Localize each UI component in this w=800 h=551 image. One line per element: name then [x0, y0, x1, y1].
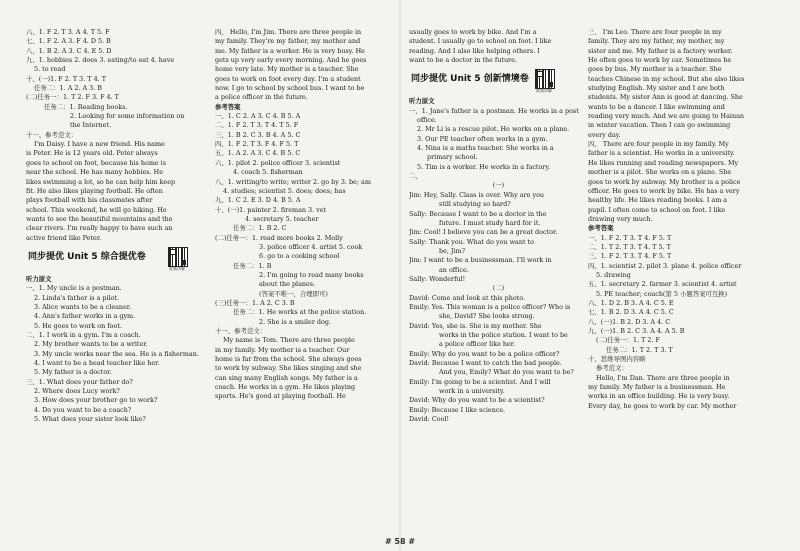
qr-caption: 视频讲解	[169, 265, 185, 271]
text-line: (二)任务一：1. T 2. F	[596, 336, 660, 345]
text-line: 4. I want to be a head teacher like her.	[34, 359, 160, 367]
text-line: 3. How does your brother go to work?	[34, 396, 158, 405]
text-line: 3. Alice wants to be a cleaner.	[34, 302, 132, 311]
text-line: a police officer in the future.	[215, 93, 308, 102]
text-line: now. I go to school by school bus. I want to be	[215, 84, 365, 93]
text-line: want to be a doctor in the future.	[409, 56, 517, 65]
column-4	[588, 28, 778, 411]
text-line: 5. My father is a doctor.	[34, 368, 112, 377]
page-number: # 58 #	[384, 537, 416, 546]
text-line: 六、1. pilot 2. police officer 3. scientist	[215, 158, 341, 167]
page-gutter	[399, 0, 401, 551]
text-line: 二、	[409, 172, 422, 181]
text-line: 2. She is a smiler dog.	[259, 317, 331, 326]
text-line: father is a scientist. He works in a university.	[588, 149, 735, 158]
text-line: gets up very early every morning. And he goes	[215, 56, 367, 65]
text-line: every day.	[588, 130, 621, 139]
text-line: 六、1. F 2. T 3. A 4. T 5. F	[26, 28, 110, 36]
text-line: 六、1. D 2. B 3. A 4. C 5. E	[588, 298, 674, 307]
text-line: teaches Chinese in my school. But she also likes	[588, 74, 745, 83]
text-line: 九、(一)1. B 2. C 3. A 4. A 5. B	[588, 327, 685, 335]
text-line: 2. My brother wants to be a writer.	[34, 340, 148, 349]
text-line: officer. He goes to work by bike. He has a very	[588, 186, 740, 195]
text-line: 七、1. B 2. D 3. A 4. C 5. C	[588, 308, 674, 317]
text-line: wants to be a dancer. I like swimming and	[588, 102, 725, 111]
section-header	[26, 247, 202, 271]
text-line: 2. Mr Li is a rescue pilot. He works on a plane.	[417, 125, 570, 134]
text-line: wants to see the beautiful mountains and the	[26, 214, 173, 223]
text-line: David: Because I want to catch the bad people.	[409, 359, 562, 367]
text-line: studying English. My sister and I are both	[588, 84, 725, 93]
text-line: the Internet.	[70, 121, 112, 130]
text-line: usually goes to work by bike. And I'm a	[409, 28, 537, 36]
text-line: 3. police officer 4. artist 5. cook	[259, 242, 363, 251]
text-line: 2. Looking for some information on	[70, 112, 185, 121]
text-line: 任务二：1. B 2. C	[233, 224, 287, 233]
text-line: pupil. I often come to school on foot. I like	[588, 205, 726, 214]
column-2	[215, 28, 395, 402]
text-line: 三、 I'm Leo. There are four people in my	[588, 28, 722, 36]
text-line: can sing many English songs. My father is a	[215, 373, 358, 382]
text-line: 5. Tim is a worker. He works in a factory.	[417, 162, 551, 171]
text-line: home very late. My mother is a teacher. She	[215, 65, 359, 74]
text-line: works in an office building. He is very busy.	[588, 392, 730, 401]
text-line: 十、思维导图内容略	[588, 355, 646, 364]
text-line: coach. He works in a gym. He likes playing	[215, 383, 356, 392]
text-line: my family. My father is a businessman. He	[588, 383, 726, 392]
text-line: school. This weekend, he will go hiking. He	[26, 205, 167, 214]
text-line: 5. What does your sister look like?	[34, 415, 146, 424]
text-line: a police officer like her.	[439, 340, 516, 349]
text-line: goes to work on foot every day. I'm a student	[215, 74, 361, 83]
text-line: plays football with his classmates after	[26, 196, 153, 205]
text-line: home is far from the school. She always goes	[215, 355, 362, 364]
text-line: 四、1. scientist 2. pilot 3. plane 4. police officer	[588, 261, 742, 270]
subsection-heading: 听力原文	[26, 274, 52, 283]
text-line: in winter vacation. Then I can go swimming	[588, 121, 731, 130]
text-line: active friend like Peter.	[26, 233, 102, 242]
text-line: 任务二：1. He works at the police station.	[233, 308, 367, 317]
text-line: 五、1. A 2. A 3. C 4. B 5. C	[215, 149, 301, 158]
text-line: sports. He's good at playing football. He	[215, 392, 346, 401]
text-line: (一)	[492, 181, 505, 190]
text-line: He often goes to work by car. Sometimes he	[588, 56, 732, 65]
text-line: future. I must study hard for it.	[439, 218, 541, 227]
text-line: (二)任务一：1. T 2. F 3. F 4. T	[26, 93, 119, 102]
text-line: 三、1. What does your father do?	[26, 377, 133, 386]
text-line: 十一、参考范文：	[215, 327, 267, 335]
text-line: Sally: Wonderful!	[409, 274, 466, 283]
text-line: 任务二：1. Reading books.	[44, 102, 128, 111]
text-line: reading. And I also like helping others. I	[409, 46, 540, 55]
text-line: 七、1. F 2. A 3. F 4. D 5. B	[26, 37, 111, 46]
text-line: to work by subway. She likes singing and she	[215, 364, 362, 373]
text-line: mother is a pilot. She works on a plane. She	[588, 168, 732, 177]
text-line: 四、1. F 2. T 3. F 4. F 5. T	[215, 140, 299, 149]
text-line: office.	[417, 116, 437, 125]
text-line: 5. PE teacher; coach(第 5 小题答案可互换)	[596, 289, 728, 298]
text-line: my family. They're my father, my mother and	[215, 37, 361, 46]
text-line: 十一、参考范文：	[26, 130, 78, 139]
text-line: primary school.	[427, 153, 478, 162]
text-line: Emily: Yes. This woman is a police officer? Who is	[409, 302, 571, 311]
text-line: (二)任务一：1. read more books 2. Molly	[215, 233, 343, 242]
text-line: 四、 There are four people in my family. My	[588, 140, 729, 149]
text-line: an office.	[439, 265, 469, 274]
text-line: works in the police station. I want to be	[439, 330, 568, 339]
text-line: 四、 Hello, I'm Jim. There are three people in	[215, 28, 362, 36]
text-line: work in a university.	[439, 387, 505, 396]
text-line: 6. go to a cooking school	[259, 252, 340, 261]
text-line: likes swimming a lot, so he can help him keep	[26, 177, 176, 186]
section-title: 同步提优 Unit 5 创新情境卷	[411, 74, 529, 85]
text-line: about the planes.	[259, 280, 316, 289]
text-line: Emily: Because I like science.	[409, 405, 506, 414]
text-line: 九、1. hobbies 2. does 3. eating/to eat 4. have	[26, 56, 175, 65]
text-line: 二、1. T 2. T 3. T 4. T 5. T	[588, 242, 671, 251]
text-line: 十、(一)1. F 2. T 3. T 4. T	[26, 74, 106, 83]
text-line: David: Come and look at this photo.	[409, 293, 526, 302]
text-line: 一、1. My uncle is a postman.	[26, 284, 122, 293]
text-line: she, David? She looks strong.	[439, 312, 535, 321]
text-line: Hello, I'm Dan. There are three people in	[596, 373, 730, 382]
subsection-heading: 参考答案	[215, 102, 241, 111]
section-title: 同步提优 Unit 5 综合提优卷	[28, 251, 146, 262]
text-line: David: Why do you want to be a scientist?	[409, 396, 545, 405]
text-line: 2. I'm going to read many books	[259, 270, 364, 279]
text-line: 5. to read	[34, 65, 66, 74]
text-line: 5. He goes to work on foot.	[34, 321, 122, 330]
text-line: goes to school on foot, because his home is	[26, 158, 167, 167]
text-line: (答案不唯一，合理即可)	[259, 289, 328, 298]
text-line: reading very much. And we are going to Hainan	[588, 112, 744, 121]
text-line: 任务二：1. T 2. T 3. T	[606, 345, 673, 354]
text-line: (三)任务一：1. A 2. C 3. B	[215, 298, 295, 307]
text-line: 任务二：1. B	[233, 261, 272, 270]
text-line: goes to work by subway. My brother is a police	[588, 177, 741, 186]
text-line: 2. Where does Lucy work?	[34, 387, 120, 396]
text-line: still studying so hard?	[439, 200, 511, 209]
column-1	[26, 28, 202, 424]
text-line: 参考范文：	[596, 364, 628, 373]
text-line: 5. drawing	[596, 270, 631, 279]
text-line: (二)	[492, 284, 505, 293]
text-line: in my family. My mother is a teacher. Our	[215, 345, 350, 354]
text-line: 3. Our PE teacher often works in a gym.	[417, 134, 548, 143]
text-line: healthy life. He likes reading books. I am a	[588, 196, 728, 205]
text-line: drawing very much.	[588, 214, 653, 223]
text-line: be, Jim?	[439, 246, 466, 255]
qr-code-icon[interactable]	[535, 69, 555, 89]
text-line: Jim: Hey, Sally. Class is over. Why are you	[409, 190, 545, 199]
text-line: David: Cool!	[409, 415, 450, 424]
text-line: 三、1. F 2. T 3. T 4. F 5. T	[588, 252, 672, 261]
text-line: students. My sister Ann is good at dancing. She	[588, 93, 743, 102]
column-3	[409, 28, 588, 424]
text-line: student. I usually go to school on foot. I like	[409, 37, 552, 46]
text-line: 一、1. Jane's father is a postman. He works in a post	[409, 106, 579, 115]
text-line: me. My father is a worker. He is very busy. He	[215, 46, 365, 55]
text-line: goes by bus. My mother is a teacher. She	[588, 65, 722, 74]
text-line: 2. Linda's father is a pilot.	[34, 293, 120, 302]
text-line: 一、1. C 2. A 3. C 4. B 5. A	[215, 112, 301, 121]
section-header	[409, 69, 588, 93]
text-line: Sally: Because I want to be a doctor in the	[409, 209, 547, 218]
text-line: And you, Emily? What do you want to be?	[439, 368, 574, 377]
text-line: 4. Do you want to be a coach?	[34, 405, 132, 414]
text-line: I'm Daisy. I have a new friend. His name	[34, 140, 165, 149]
subsection-heading: 听力原文	[409, 97, 435, 106]
text-line: 4. Ann's father works in a gym.	[34, 312, 136, 321]
text-line: family. They are my father, my mother, my	[588, 37, 725, 46]
text-line: 五、1. secretary 2. farmer 3. scientist 4. artist	[588, 280, 737, 289]
text-line: 八、1. writing/to write; writer 2. go by 3. be; am	[215, 177, 371, 186]
text-line: 4. coach 5. fisherman	[233, 168, 303, 177]
text-line: Jim: Cool! I believe you can be a great doctor.	[409, 228, 558, 237]
text-line: David: Yes, she is. She is my mother. She	[409, 321, 542, 330]
text-line: Every day, he goes to work by car. My mother	[588, 401, 737, 410]
subsection-heading: 参考答案	[588, 224, 614, 233]
text-line: 二、1. F 2. T 3. T 4. T 5. F	[215, 121, 299, 130]
text-line: My name is Tom. There are three people	[223, 336, 355, 345]
text-line: 4. studies; scientist 5. does; does; has	[223, 186, 346, 195]
text-line: 4. Nina is a maths teacher. She works in a	[417, 144, 554, 153]
text-line: is Peter. He is 12 years old. Peter always	[26, 149, 158, 158]
text-line: 任务二：1. A 2. A 3. B	[34, 84, 102, 93]
text-line: 八、(一)1. B 2. D 3. A 4. C	[588, 317, 671, 326]
text-line: Sally: Thank you. What do you want to	[409, 237, 534, 246]
text-line: He likes running and reading newspapers. My	[588, 158, 739, 167]
qr-caption: 视频讲解	[536, 88, 552, 94]
text-line: clear rivers. I'm really happy to have such an	[26, 224, 173, 233]
text-line: 十、(一)1. painter 2. fireman 3. vet	[215, 205, 327, 214]
text-line: Emily: Why do you want to be a police officer?	[409, 349, 560, 358]
text-line: 三、1. B 2. C 3. B 4. A 5. C	[215, 130, 301, 139]
text-line: fit. He also likes playing football. He often	[26, 186, 163, 195]
text-line: 4. secretary 5. teacher	[245, 214, 319, 223]
text-line: 3. My uncle works near the sea. He is a fisherman.	[34, 349, 199, 358]
text-line: 八、1. B 2. A 3. C 4. E 5. D	[26, 46, 112, 55]
text-line: near the school. He has many hobbies. He	[26, 168, 163, 177]
text-line: Jim: I want to be a businessman. I'll work in	[409, 256, 552, 265]
text-line: 一、1. F 2. T 3. T 4. F 5. T	[588, 233, 672, 242]
text-line: Emily: I'm going to be a scientist. And I will	[409, 377, 551, 386]
text-line: sister and me. My father is a factory worker.	[588, 46, 733, 55]
text-line: 二、1. I work in a gym. I'm a coach.	[26, 330, 141, 339]
text-line: 九、1. C 2. E 3. D 4. B 5. A	[215, 196, 301, 205]
qr-code-icon[interactable]	[168, 247, 188, 267]
